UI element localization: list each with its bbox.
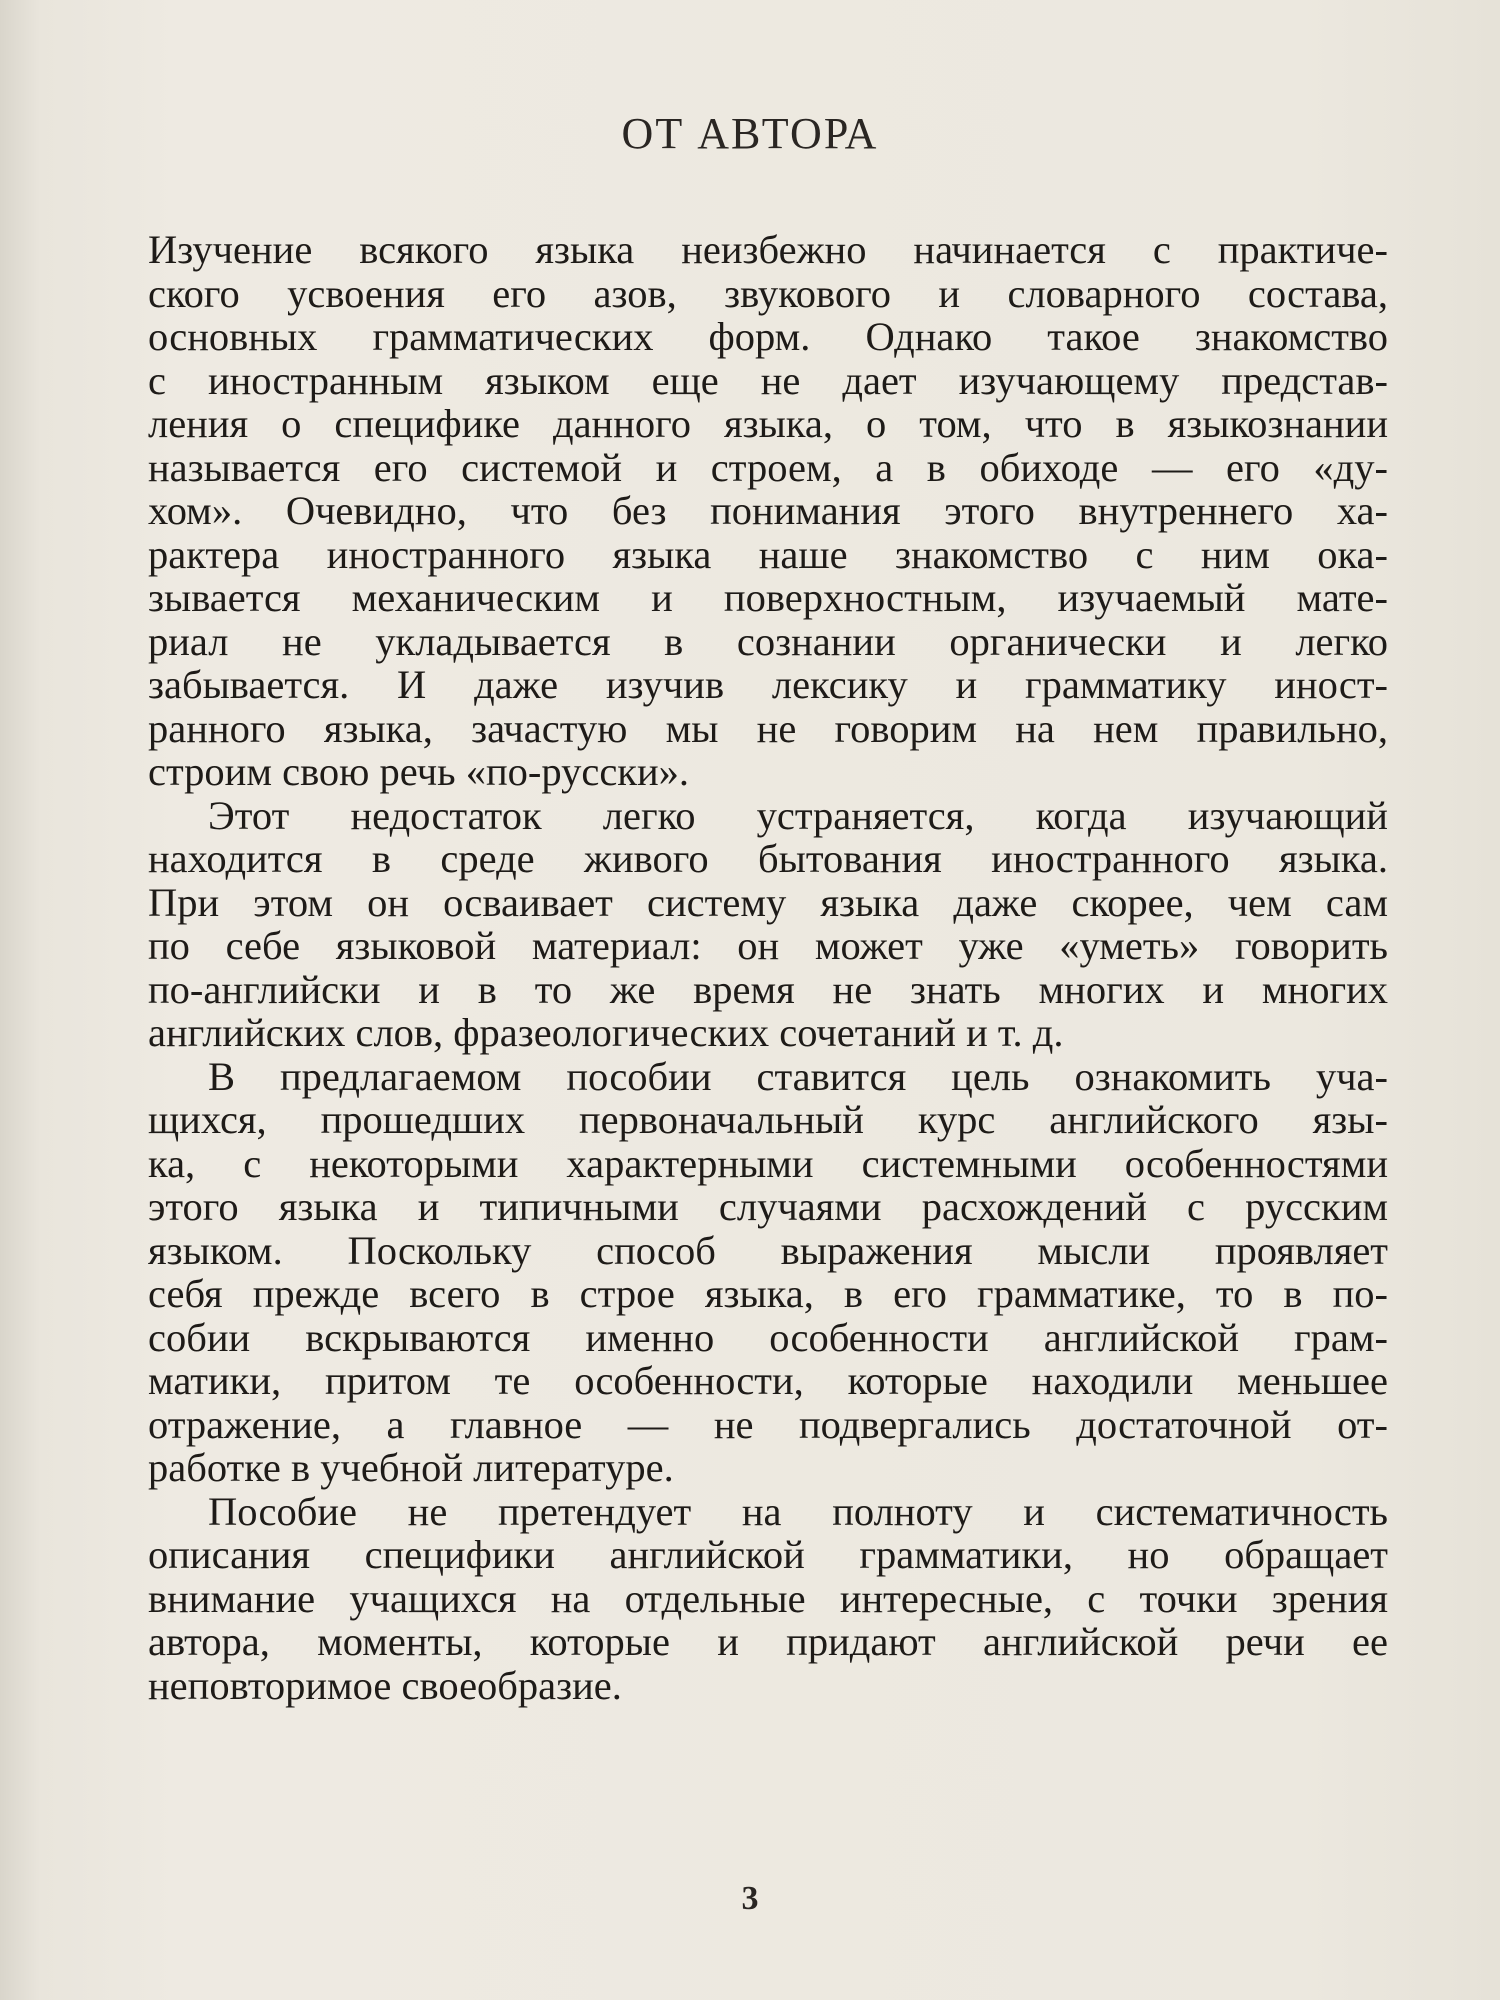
text-line: матики, притом те особенности, которые находили меньшее bbox=[148, 1358, 1388, 1403]
text-line: Этот недостаток легко устраняется, когда изучающий bbox=[208, 792, 1388, 838]
text-line: риал не укладывается в сознании органически и легко bbox=[148, 618, 1388, 664]
text-line: языком. Поскольку способ выражения мысли проявляет bbox=[148, 1227, 1388, 1273]
text-line: ка, с некоторыми характерными системными особенностями bbox=[148, 1140, 1388, 1186]
text-line: щихся, прошедших первоначальный курс английского язы- bbox=[148, 1097, 1388, 1142]
text-line: строим свою речь «по-русски». bbox=[148, 749, 690, 794]
text-line: работке в учебной литературе. bbox=[148, 1445, 674, 1490]
text-line: При этом он осваивает систему языка даже скорее, чем сам bbox=[148, 879, 1388, 925]
body-text bbox=[148, 228, 1388, 1707]
chapter-title: ОТ АВТОРА bbox=[621, 109, 879, 158]
text-line: В предлагаемом пособии ставится цель ознакомить уча- bbox=[208, 1053, 1388, 1099]
text-line: по-английски и в то же время не знать многих и многих bbox=[148, 966, 1388, 1012]
text-line: описания специфики английской грамматики, но обращает bbox=[148, 1532, 1388, 1577]
text-line: ского усвоения его азов, звукового и словарного состава, bbox=[148, 270, 1388, 316]
text-line: по себе языковой материал: он может уже «уметь» говорить bbox=[148, 923, 1388, 968]
text-line: рактера иностранного языка наше знакомство с ним ока- bbox=[148, 531, 1388, 577]
text-line: находится в среде живого бытования иностранного языка. bbox=[148, 836, 1388, 881]
text-line: Пособие не претендует на полноту и систематичность bbox=[208, 1488, 1388, 1534]
text-line: внимание учащихся на отдельные интересные, с точки зрения bbox=[148, 1575, 1388, 1621]
text-line: неповторимое своеобразие. bbox=[148, 1662, 622, 1708]
text-line: автора, моменты, которые и придают английской речи ее bbox=[148, 1619, 1388, 1664]
text-line: ранного языка, зачастую мы не говорим на нем правильно, bbox=[148, 705, 1388, 751]
text-line: этого языка и типичными случаями расхождений с русским bbox=[148, 1184, 1388, 1229]
text-line: хом». Очевидно, что без понимания этого внутреннего ха- bbox=[148, 488, 1388, 533]
text-line: зывается механическим и поверхностным, изучаемый мате- bbox=[148, 575, 1388, 620]
text-line: основных грамматических форм. Однако такое знакомство bbox=[148, 314, 1388, 359]
text-line: называется его системой и строем, а в обиходе — его «ду- bbox=[148, 444, 1388, 490]
page-number: 3 bbox=[741, 1880, 759, 1917]
text-line: с иностранным языком еще не дает изучающему представ- bbox=[148, 357, 1388, 403]
text-line: забывается. И даже изучив лексику и грамматику иност- bbox=[148, 662, 1388, 707]
text-line: отражение, а главное — не подвергались достаточной от- bbox=[148, 1401, 1388, 1447]
text-line: ления о специфике данного языка, о том, что в языкознании bbox=[148, 401, 1388, 446]
text-line: Изучение всякого языка неизбежно начинается с практиче- bbox=[148, 227, 1388, 272]
text-line: собии вскрываются именно особенности английской грам- bbox=[148, 1314, 1388, 1360]
text-line: английских слов, фразеологических сочетаний и т. д. bbox=[148, 1010, 1064, 1055]
text-line: себя прежде всего в строе языка, в его грамматике, то в по- bbox=[148, 1271, 1388, 1316]
